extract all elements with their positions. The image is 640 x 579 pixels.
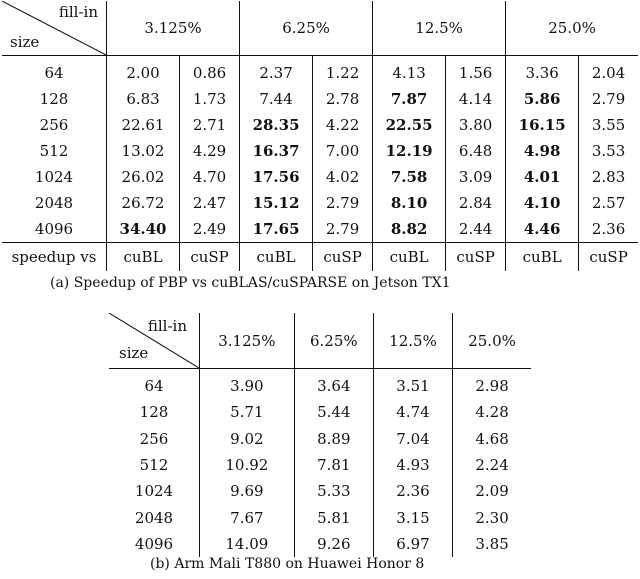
- table1-value: 2.44: [458, 220, 493, 238]
- table1-value-cell: [579, 190, 638, 216]
- table1-value: 2.78: [325, 90, 360, 108]
- table1-value: 2.00: [126, 64, 160, 82]
- table1-value: 4.14: [458, 90, 493, 108]
- table1-value: 3.53: [591, 142, 626, 160]
- table1-value-cell: [107, 164, 180, 190]
- table1-row: [2, 216, 638, 243]
- table2-size-cell: 512: [139, 456, 169, 475]
- table2-row: [109, 504, 531, 530]
- table2-value-cell: 5.33: [294, 478, 373, 504]
- table1-row: [2, 164, 638, 190]
- table1-value-bold: 5.86: [523, 90, 561, 108]
- table1-value: 3.36: [525, 64, 559, 82]
- table1-value-cell: [506, 138, 579, 164]
- table1-value: 22.61: [121, 116, 165, 134]
- table1-value: 7.00: [325, 142, 360, 160]
- table1-row: [2, 86, 638, 112]
- table1-value: 1.73: [192, 90, 227, 108]
- table1-value-cell: [107, 216, 180, 243]
- table1-value-cell: [313, 112, 373, 138]
- table1-header-row: [2, 1, 638, 56]
- table1-value-cell: [240, 112, 313, 138]
- table2-value-cell: 10.92: [200, 452, 295, 478]
- table1-value-cell: [313, 216, 373, 243]
- table1-value-cell: [446, 190, 506, 216]
- table2-fill-header: 12.5%: [373, 313, 452, 369]
- table1-value: 1.56: [458, 64, 493, 82]
- table1-size-cell: 64: [44, 64, 64, 82]
- table1-value-cell: [180, 190, 240, 216]
- table2-value-cell: 2.24: [453, 452, 531, 478]
- table1-value-cell: [446, 216, 506, 243]
- table2-value-cell: 5.44: [294, 399, 373, 425]
- table1-value-cell: [373, 112, 446, 138]
- table1-footer-label: speedup vs: [2, 243, 107, 272]
- table2-fill-header: 6.25%: [294, 313, 373, 369]
- table1-value-cell: [240, 164, 313, 190]
- table1-value-cell: [180, 112, 240, 138]
- table2-row: [109, 478, 531, 504]
- table2-caption: (b) Arm Mali T880 on Huawei Honor 8: [150, 556, 425, 572]
- table1-value-bold: 7.58: [390, 168, 428, 186]
- table1-size-cell: 1024: [34, 168, 74, 186]
- table1-footer-row: [2, 243, 638, 272]
- table1-value-cell: [107, 56, 180, 87]
- table1-footer-cell: cuBL: [107, 243, 180, 272]
- table2-value-cell: 3.64: [294, 369, 373, 400]
- table2-corner-cell: [109, 313, 200, 369]
- table1-value: 2.36: [591, 220, 626, 238]
- table2-value-cell: 4.28: [453, 399, 531, 425]
- speedup-table-mali: [109, 313, 531, 557]
- table1-value: 4.70: [192, 168, 227, 186]
- table2-row: [109, 369, 531, 400]
- table2-row: [109, 531, 531, 557]
- table1-value-cell: [313, 56, 373, 87]
- table1-value-bold: 16.37: [252, 142, 300, 160]
- table1-value-cell: [107, 112, 180, 138]
- table1-value: 2.84: [458, 194, 493, 212]
- table1-value-cell: [240, 216, 313, 243]
- table1-size-cell: 2048: [34, 194, 74, 212]
- table1-value: 2.37: [259, 64, 293, 82]
- table1-fill-header: 6.25%: [240, 1, 373, 56]
- table2-fill-header: 25.0%: [453, 313, 531, 369]
- table1-value-bold: 17.56: [252, 168, 300, 186]
- table1-value-cell: [107, 138, 180, 164]
- table1-footer-cell: cuSP: [446, 243, 506, 272]
- table2-value-cell: 2.98: [453, 369, 531, 400]
- table1-footer-cell: cuBL: [240, 243, 313, 272]
- table1-value: 0.86: [192, 64, 227, 82]
- table2-size-cell: 128: [139, 403, 169, 422]
- table1-value-bold: 8.82: [390, 220, 428, 238]
- table1-fill-header: 12.5%: [373, 1, 506, 56]
- table1-value-cell: [579, 216, 638, 243]
- table1-value-bold: 7.87: [390, 90, 428, 108]
- table2-value-cell: 2.09: [453, 478, 531, 504]
- table2-value-cell: 7.04: [373, 426, 452, 452]
- table1-value: 3.09: [458, 168, 493, 186]
- table2-value-cell: 4.74: [373, 399, 452, 425]
- table1-value: 1.22: [325, 64, 360, 82]
- table1-size-label: size: [10, 33, 40, 51]
- table2-row: [109, 426, 531, 452]
- table1-fill-header: 3.125%: [107, 1, 240, 56]
- table1-value: 4.13: [392, 64, 426, 82]
- table2-body: [109, 369, 531, 558]
- table2-value-cell: 9.26: [294, 531, 373, 557]
- table1-value-bold: 16.15: [518, 116, 566, 134]
- table1-row: [2, 190, 638, 216]
- table1-value-bold: 4.01: [523, 168, 561, 186]
- table1-value-bold: 4.98: [523, 142, 561, 160]
- table1-value: 2.57: [591, 194, 626, 212]
- table1-value-bold: 22.55: [385, 116, 433, 134]
- table1-value-bold: 8.10: [390, 194, 428, 212]
- table1-fill-header: 25.0%: [506, 1, 638, 56]
- table1-value-bold: 12.19: [385, 142, 433, 160]
- table1-value: 13.02: [121, 142, 165, 160]
- table1-value: 3.55: [591, 116, 626, 134]
- table2-value-cell: 5.81: [294, 504, 373, 530]
- table1-value-cell: [506, 56, 579, 87]
- table1-value-cell: [373, 86, 446, 112]
- table1-value-bold: 28.35: [252, 116, 300, 134]
- table1-value-bold: 17.65: [252, 220, 300, 238]
- table2-value-cell: 7.81: [294, 452, 373, 478]
- table1-value: 6.48: [458, 142, 493, 160]
- table1-value-cell: [240, 138, 313, 164]
- speedup-table-jetson: [2, 1, 638, 271]
- table2-header-row: [109, 313, 531, 369]
- table1-value-cell: [373, 138, 446, 164]
- table2-value-cell: 3.85: [453, 531, 531, 557]
- table1-value-cell: [107, 86, 180, 112]
- table1-value: 26.02: [121, 168, 165, 186]
- table1-value: 2.83: [591, 168, 626, 186]
- table2-size-cell: 256: [139, 429, 169, 448]
- table1-corner-cell: [2, 1, 107, 56]
- table1-value-cell: [506, 216, 579, 243]
- table2-size-cell: 2048: [134, 508, 174, 527]
- table1-value: 2.71: [192, 116, 227, 134]
- table1-value: 2.79: [325, 220, 360, 238]
- table2-fill-label: fill-in: [147, 317, 187, 335]
- table1-value-cell: [180, 216, 240, 243]
- table2-row: [109, 452, 531, 478]
- table1-value-cell: [107, 190, 180, 216]
- table2-value-cell: 3.51: [373, 369, 452, 400]
- table1-value-cell: [446, 138, 506, 164]
- table1-value: 26.72: [121, 194, 165, 212]
- table1-value-cell: [373, 216, 446, 243]
- table2-size-cell: 4096: [134, 534, 174, 553]
- table1-value: 2.04: [591, 64, 626, 82]
- table2-value-cell: 3.90: [200, 369, 295, 400]
- table2-row: [109, 399, 531, 425]
- table2-value-cell: 4.93: [373, 452, 452, 478]
- table1-value-cell: [180, 164, 240, 190]
- table1-row: [2, 112, 638, 138]
- table1-value: 6.83: [126, 90, 160, 108]
- table1-value-cell: [313, 190, 373, 216]
- table1-value-cell: [313, 164, 373, 190]
- table1-value-bold: 34.40: [119, 220, 167, 238]
- table1-value: 2.47: [192, 194, 227, 212]
- table1-value-cell: [506, 86, 579, 112]
- table1-value-bold: 4.46: [523, 220, 561, 238]
- table1-value-cell: [373, 164, 446, 190]
- table1-value-cell: [446, 164, 506, 190]
- table1-value-cell: [240, 86, 313, 112]
- table1-value-bold: 15.12: [252, 194, 300, 212]
- table1-row: [2, 138, 638, 164]
- table2-value-cell: 6.97: [373, 531, 452, 557]
- table1-value-cell: [579, 138, 638, 164]
- table1-value-cell: [446, 112, 506, 138]
- table1-caption: (a) Speedup of PBP vs cuBLAS/cuSPARSE on Jetson TX1: [50, 275, 451, 291]
- table2-value-cell: 4.68: [453, 426, 531, 452]
- table1-value-cell: [180, 56, 240, 87]
- table1-value-cell: [240, 190, 313, 216]
- table1-body: [2, 56, 638, 243]
- table1-value: 3.80: [458, 116, 493, 134]
- table1-value: 4.02: [325, 168, 360, 186]
- table2-size-label: size: [119, 344, 149, 362]
- table1-size-cell: 512: [39, 142, 69, 160]
- table2-value-cell: 9.69: [200, 478, 295, 504]
- table1-value-cell: [579, 86, 638, 112]
- table2-value-cell: 5.71: [200, 399, 295, 425]
- table1-value-cell: [180, 86, 240, 112]
- table2-value-cell: 3.15: [373, 504, 452, 530]
- table1-footer-cell: cuBL: [373, 243, 446, 272]
- table1-value-cell: [446, 86, 506, 112]
- table2-size-cell: 1024: [134, 482, 174, 501]
- table1-value: 4.22: [325, 116, 360, 134]
- table1-value-cell: [373, 56, 446, 87]
- table1-value-cell: [373, 190, 446, 216]
- table1-value-cell: [506, 112, 579, 138]
- table2-value-cell: 7.67: [200, 504, 295, 530]
- table1-value: 7.44: [259, 90, 293, 108]
- table1-value: 2.79: [591, 90, 626, 108]
- table1-row: [2, 56, 638, 87]
- table1-footer-cell: cuSP: [180, 243, 240, 272]
- table1-footer-cell: cuSP: [579, 243, 638, 272]
- table1-value-cell: [313, 86, 373, 112]
- table1-size-cell: 4096: [34, 220, 74, 238]
- table1-value-bold: 4.10: [523, 194, 561, 212]
- table1-value-cell: [313, 138, 373, 164]
- table1-footer-cell: cuBL: [506, 243, 579, 272]
- table2-fill-header: 3.125%: [200, 313, 295, 369]
- table1-size-cell: 256: [39, 116, 69, 134]
- table1-value-cell: [506, 164, 579, 190]
- table2-value-cell: 2.36: [373, 478, 452, 504]
- table1-fill-label: fill-in: [58, 3, 98, 21]
- table1-value-cell: [446, 56, 506, 87]
- table1-value: 2.49: [192, 220, 227, 238]
- table1-value-cell: [180, 138, 240, 164]
- table1-value: 4.29: [192, 142, 227, 160]
- table1-value-cell: [579, 112, 638, 138]
- table2-value-cell: 2.30: [453, 504, 531, 530]
- table2-size-cell: 64: [144, 377, 164, 396]
- table2-value-cell: 14.09: [200, 531, 295, 557]
- table2-value-cell: 8.89: [294, 426, 373, 452]
- table1-value-cell: [579, 56, 638, 87]
- table1-value-cell: [506, 190, 579, 216]
- table1-value: 2.79: [325, 194, 360, 212]
- table1-value-cell: [240, 56, 313, 87]
- table1-footer-cell: cuSP: [313, 243, 373, 272]
- table1-value-cell: [579, 164, 638, 190]
- table2-value-cell: 9.02: [200, 426, 295, 452]
- table1-size-cell: 128: [39, 90, 69, 108]
